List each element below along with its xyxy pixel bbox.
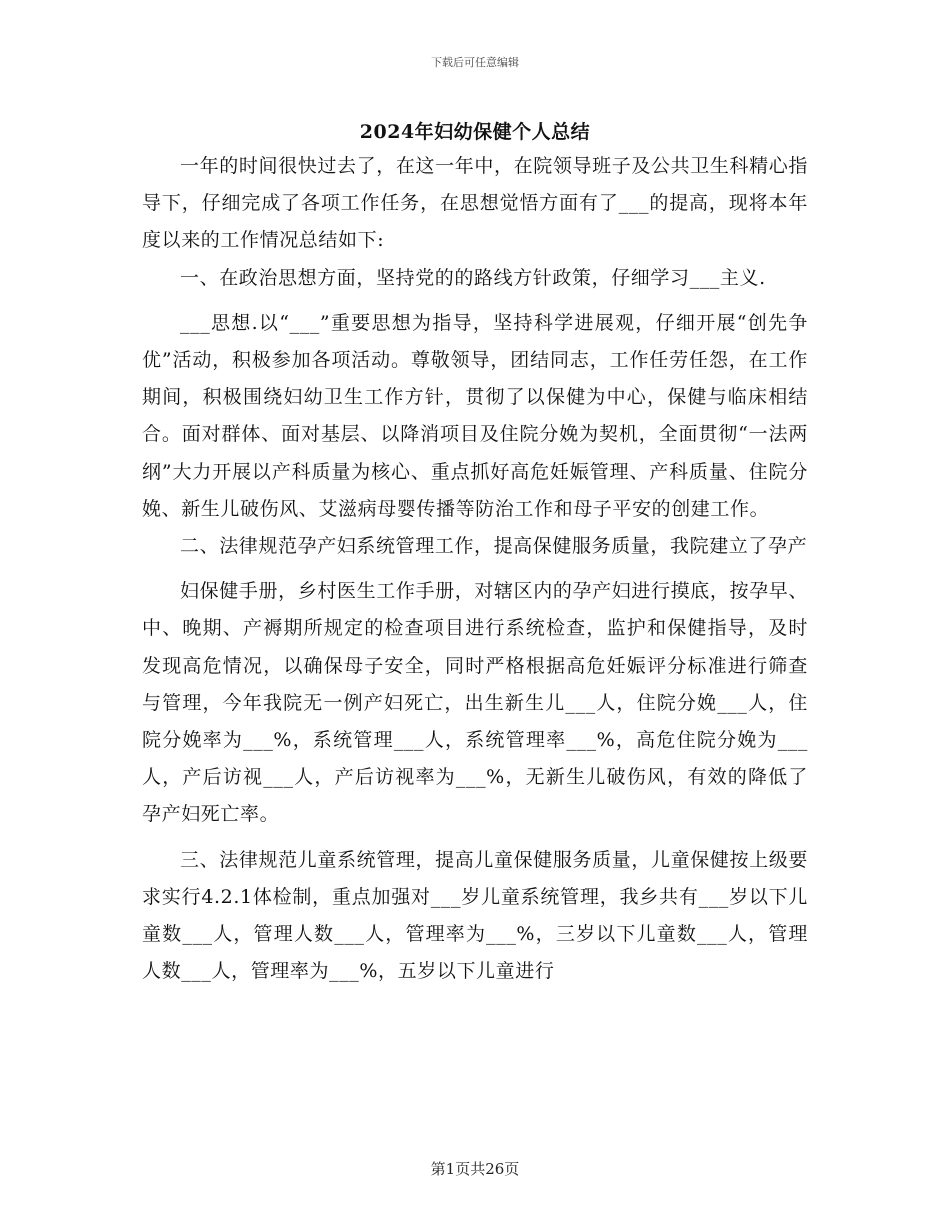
paragraph-maternal-heading: 二、法律规范孕产妇系统管理工作，提高保健服务质量，我院建立了孕产 [180, 535, 808, 558]
header-note: 下载后可任意编辑 [431, 56, 519, 69]
paragraph-politics: 一、在政治思想方面，坚持党的的路线方针政策，仔细学习___主义. [180, 266, 766, 289]
paragraph-thought: ___思想.以“___”重要思想为指导，坚持科学进展观，仔细开展“创先争优”活动，积极参加各项活动。尊敬领导，团结同志，工作任劳任怨，在工作期间，积极围绕妇幼卫生工作方针，贯彻了以保健为中心，保健与临床相结合。面对群体、面对基层、以降消项目及住院分娩为契机，全面贯彻“一法两纲”大力开展以产科质量为核心、重点抓好高危妊娠管理、产科质量、住院分娩、新生儿破伤风、艾滋病母婴传播等防治工作和母子平安的创建工作。 [142, 311, 808, 520]
document-body [142, 148, 808, 990]
page-number: 第1页共26页 [430, 1160, 520, 1178]
paragraph-maternal-detail: 妇保健手册，乡村医生工作手册，对辖区内的孕产妇进行摸底，按孕早、中、晚期、产褥期所规定的检查项目进行系统检查，监护和保健指导，及时发现高危情况，以确保母子安全，同时严格根据高危妊娠评分标准进行筛查与管理，今年我院无一例产妇死亡，出生新生儿___人，住院分娩___人，住院分娩率为___%，系统管理___人，系统管理率___%，高危住院分娩为___人，产后访视___人，产后访视率为___%，无新生儿破伤风，有效的降低了孕产妇死亡率。 [142, 580, 808, 826]
document-title: 2024年妇幼保健个人总结 [359, 121, 591, 143]
paragraph-child-care: 三、法律规范儿童系统管理，提高儿童保健服务质量，儿童保健按上级要求实行4.2.1体检制，重点加强对___岁儿童系统管理，我乡共有___岁以下儿童数___人，管理人数___人，管理率为___%，三岁以下儿童数___人，管理人数___人，管理率为___%，五岁以下儿童进行 [142, 848, 808, 983]
paragraph-intro: 一年的时间很快过去了，在这一年中，在院领导班子及公共卫生科精心指导下，仔细完成了各项工作任务，在思想觉悟方面有了___的提高，现将本年度以来的工作情况总结如下: [142, 155, 808, 252]
